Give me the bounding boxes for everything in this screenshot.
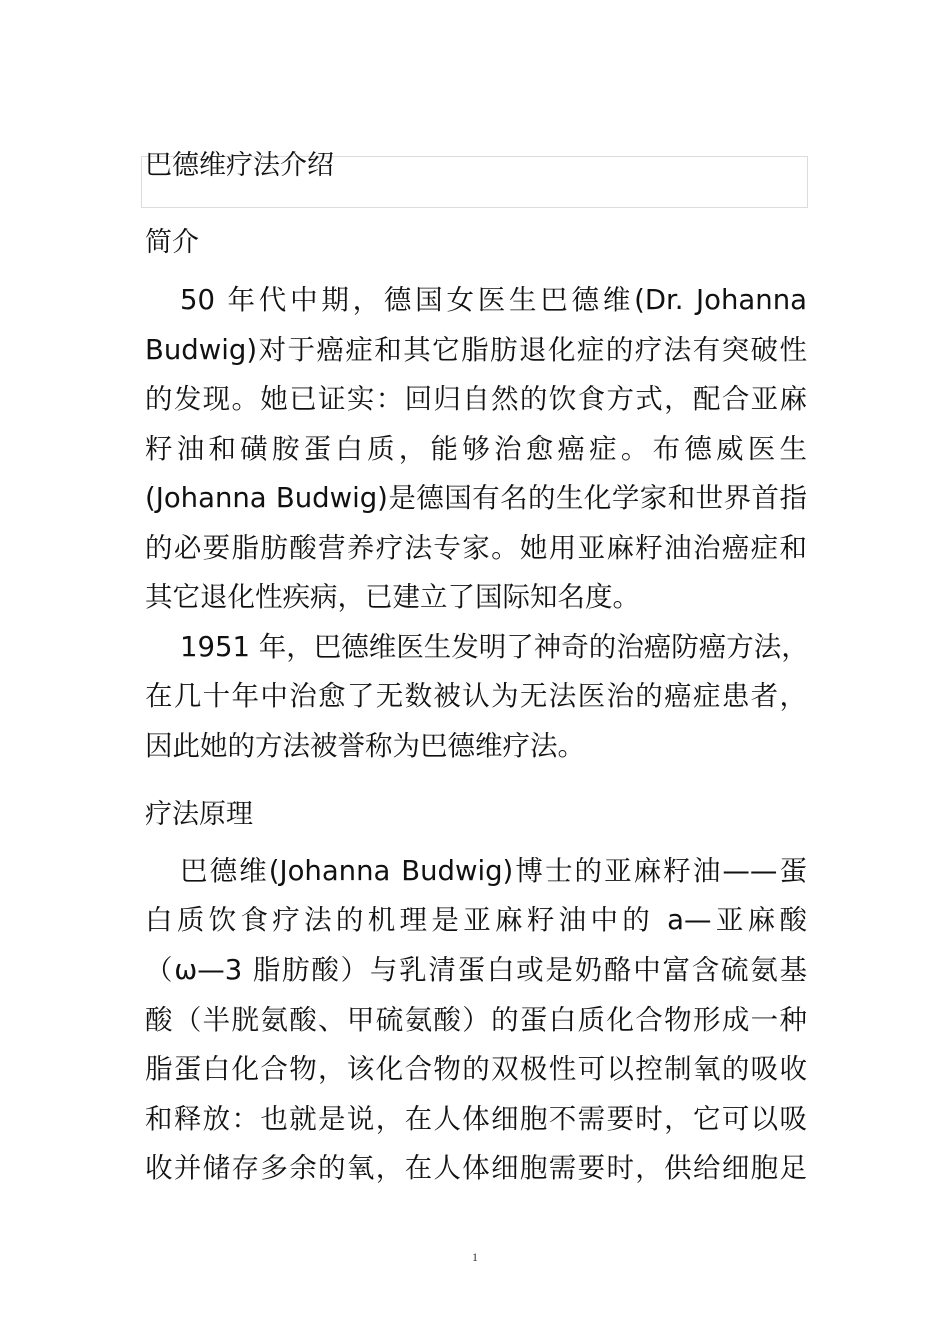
- paragraph-line: 的发现。她已证实：回归自然的饮食方式，配合亚麻: [145, 383, 807, 415]
- paragraph-line: 酸（半胱氨酸、甲硫氨酸）的蛋白质化合物形成一种: [145, 1004, 807, 1036]
- paragraph-line: 1951 年，巴德维医生发明了神奇的治癌防癌方法，: [180, 631, 809, 663]
- section-heading-principle: 疗法原理: [145, 799, 253, 830]
- paragraph-line: 和释放：也就是说，在人体细胞不需要时，它可以吸: [145, 1103, 807, 1135]
- paragraph-line: 的必要脂肪酸营养疗法专家。她用亚麻籽油治癌症和: [145, 532, 807, 564]
- section-heading-intro: 简介: [145, 227, 199, 258]
- paragraph-line: 因此她的方法被誉称为巴德维疗法。: [145, 730, 585, 762]
- paragraph-line: （ω—3 脂肪酸）与乳清蛋白或是奶酪中富含硫氨基: [145, 954, 807, 986]
- paragraph-line: Budwig)对于癌症和其它脂肪退化症的疗法有突破性: [145, 334, 807, 366]
- paragraph-line: 巴德维(Johanna Budwig)博士的亚麻籽油——蛋: [180, 855, 807, 887]
- document-title: 巴德维疗法介绍: [145, 150, 334, 181]
- paragraph-line: 50 年代中期，德国女医生巴德维(Dr. Johanna: [180, 284, 807, 316]
- paragraph-line: 脂蛋白化合物，该化合物的双极性可以控制氧的吸收: [145, 1053, 807, 1085]
- paragraph-line: 在几十年中治愈了无数被认为无法医治的癌症患者，: [145, 680, 807, 712]
- paragraph-line: (Johanna Budwig)是德国有名的生化学家和世界首指: [145, 482, 807, 514]
- paragraph-line: 白质饮食疗法的机理是亚麻籽油中的 a—亚麻酸: [145, 904, 807, 936]
- page-number: 1: [472, 1250, 478, 1264]
- paragraph-line: 收并储存多余的氧，在人体细胞需要时，供给细胞足: [145, 1152, 807, 1184]
- paragraph-line: 其它退化性疾病，已建立了国际知名度。: [145, 581, 640, 613]
- paragraph-line: 籽油和磺胺蛋白质，能够治愈癌症。布德威医生: [145, 433, 807, 465]
